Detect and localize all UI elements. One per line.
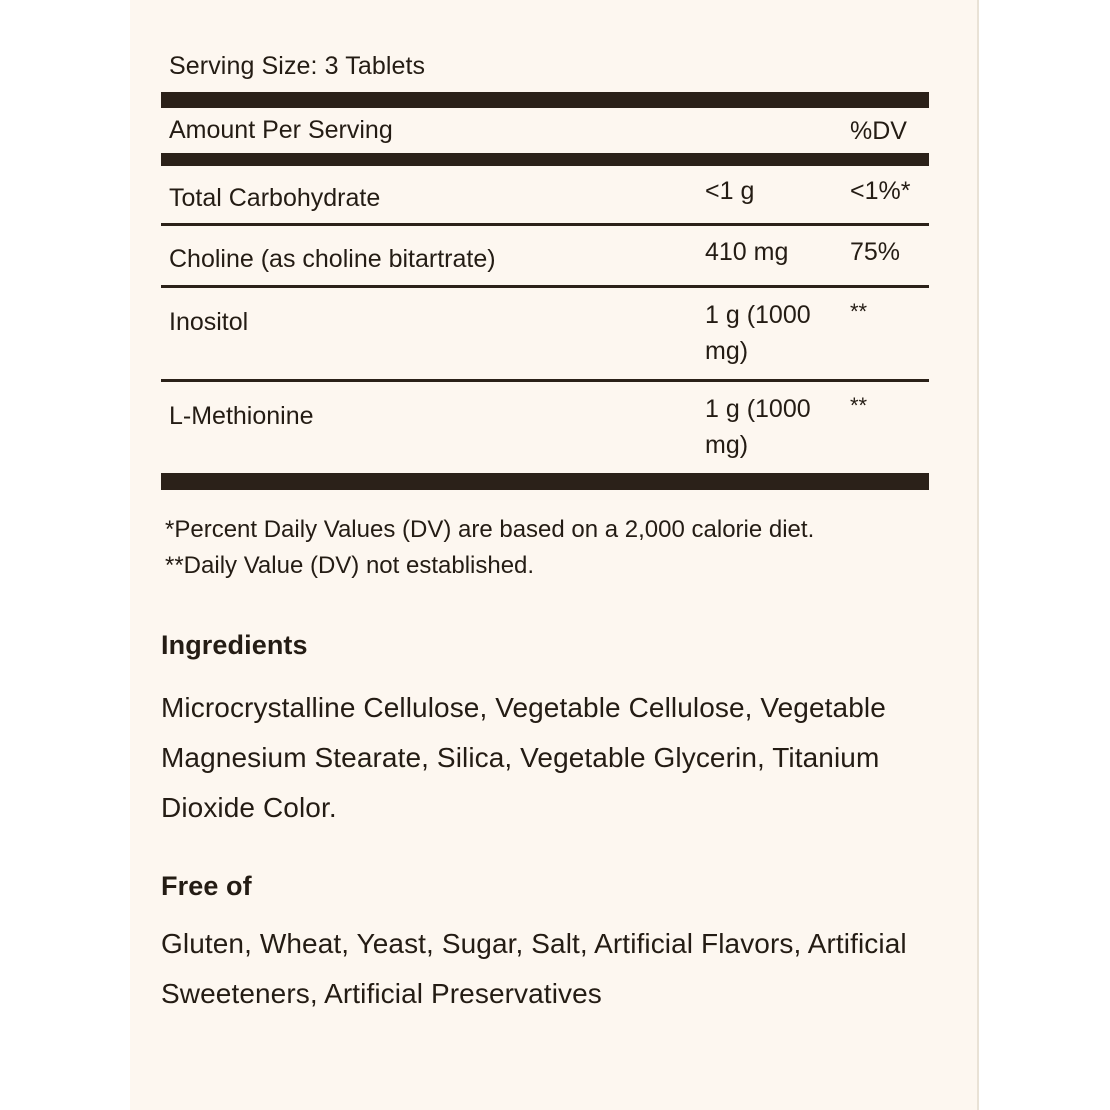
ingredients-text: Microcrystalline Cellulose, Vegetable Cellulose, Vegetable Magnesium Stearate, Silica, Vegetable Glycerin, Titanium Dioxide Color.: [161, 692, 886, 823]
header-amount-per-serving: Amount Per Serving: [169, 116, 393, 144]
nutrient-name: Choline (as choline bitartrate): [169, 245, 496, 273]
table-row: [161, 226, 929, 288]
table-header-rule: [161, 153, 929, 166]
nutrient-dv: **: [850, 299, 868, 324]
serving-size-label: Serving Size: 3 Tablets: [169, 52, 426, 80]
table-footnotes: [161, 490, 929, 584]
nutrient-dv: **: [850, 393, 868, 418]
table-row: [161, 288, 929, 382]
free-of-text: Gluten, Wheat, Yeast, Sugar, Salt, Artificial Flavors, Artificial Sweeteners, Artificial Preservatives: [161, 928, 907, 1009]
table-bottom-rule: [161, 473, 929, 490]
nutrient-amount: <1 g: [705, 177, 755, 205]
nutrient-dv: <1%*: [850, 177, 911, 205]
nutrient-name: Total Carbohydrate: [169, 184, 381, 212]
table-row: [161, 166, 929, 226]
nutrient-amount: 410 mg: [705, 238, 789, 266]
ingredients-section: [161, 584, 929, 833]
table-row: [161, 382, 929, 473]
panel-content: [161, 0, 929, 1019]
free-of-title: Free of: [161, 871, 252, 901]
table-header-row: [161, 108, 929, 153]
ingredients-title: Ingredients: [161, 630, 308, 660]
nutrient-name: Inositol: [169, 308, 249, 336]
nutrient-dv: 75%: [850, 238, 901, 266]
nutrient-amount: 1 g (1000 mg): [705, 395, 811, 459]
nutrient-name: L-Methionine: [169, 402, 314, 430]
supplement-facts-table: [161, 0, 929, 584]
header-percent-dv: %DV: [850, 117, 907, 145]
footnote-dv-not-established: **Daily Value (DV) not established.: [165, 552, 535, 579]
nutrient-amount: 1 g (1000 mg): [705, 301, 811, 365]
supplement-info-panel: [130, 0, 979, 1110]
footnote-percent-daily-values: *Percent Daily Values (DV) are based on a 2,000 calorie diet.: [165, 516, 815, 543]
table-top-rule: [161, 92, 929, 108]
free-of-section: [161, 833, 929, 1019]
